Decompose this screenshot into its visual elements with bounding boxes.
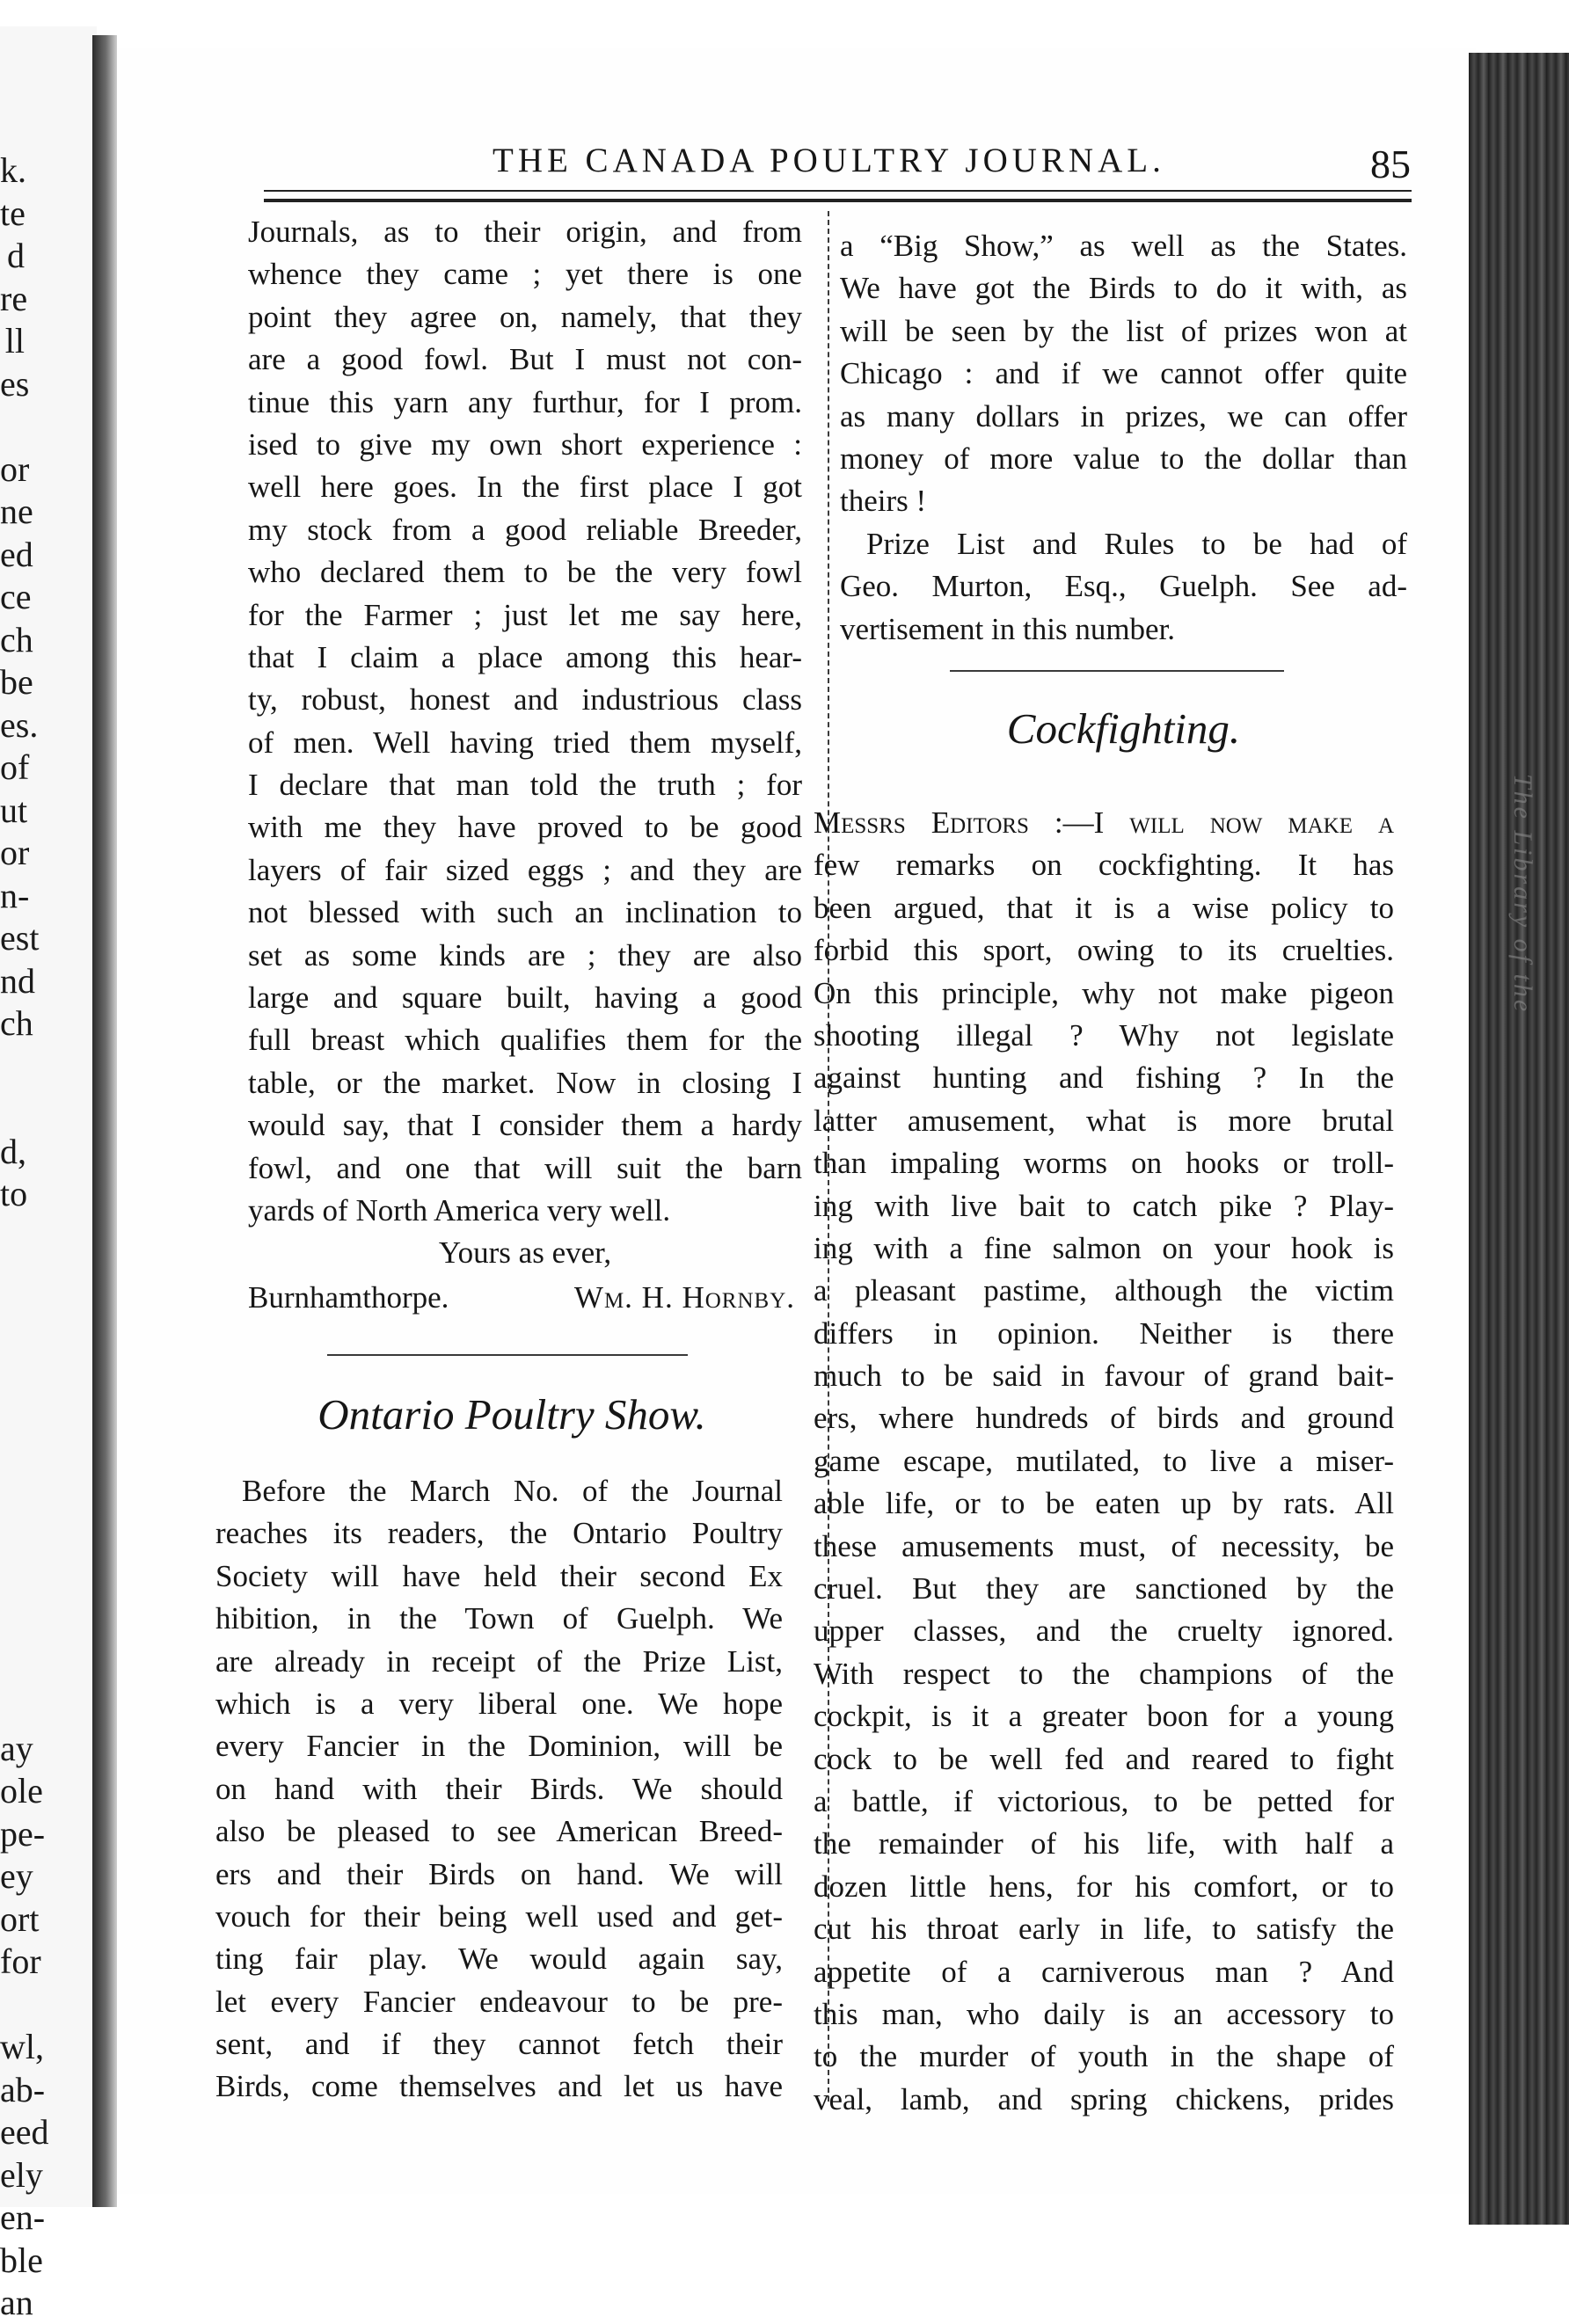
text-line: full breast which qualifies them for the <box>248 1023 802 1058</box>
text-line: yards of North America very well. <box>248 1192 671 1228</box>
text-line: well here goes. In the first place I got <box>248 470 802 505</box>
text-line: cockpit, is it a greater boon for a young <box>814 1699 1394 1734</box>
facing-page-text: ay <box>0 1728 33 1768</box>
text-line: On this principle, why not make pigeon <box>814 975 1394 1010</box>
facing-page-text: d, <box>0 1131 26 1171</box>
text-line: ised to give my own short experience : <box>248 426 802 462</box>
text-line: ers and their Birds on hand. We will <box>215 1856 783 1891</box>
text-line: hibition, in the Town of Guelph. We <box>215 1601 783 1636</box>
text-line: ty, robust, honest and industrious class <box>248 682 802 718</box>
text-line: not blessed with such an inclination to <box>248 895 802 930</box>
ontario-show-text <box>215 1470 783 2109</box>
text-line: a battle, if victorious, to be petted for <box>814 1783 1394 1818</box>
text-line: these amusements must, of necessity, be <box>814 1528 1394 1563</box>
text-line: a pleasant pastime, although the victim <box>814 1273 1394 1308</box>
signature-name: Wm. H. Hornby. <box>573 1279 795 1315</box>
text-line: on hand with their Birds. We should <box>215 1771 783 1806</box>
cockfighting-heading: Cockfighting. <box>1006 704 1241 753</box>
journal-title: THE CANADA POULTRY JOURNAL. <box>493 142 1165 179</box>
facing-page-text: ab- <box>0 2069 46 2109</box>
text-line: Birds, come themselves and let us have <box>215 2069 783 2104</box>
facing-page-text: eed <box>0 2112 49 2152</box>
text-line: which is a very liberal one. We hope <box>215 1686 783 1721</box>
text-line: cock to be well fed and reared to fight <box>814 1741 1394 1776</box>
text-line: theirs ! <box>840 484 927 519</box>
text-line: that I claim a place among this hear- <box>248 639 802 674</box>
text-line: as many dollars in prizes, we can offer <box>840 398 1407 433</box>
text-line: Chicago : and if we cannot offer quite <box>840 356 1407 391</box>
text-line: much to be said in favour of grand bait- <box>814 1359 1394 1394</box>
text-line: will be seen by the list of prizes won at <box>840 313 1407 348</box>
text-line: let every Fancier endeavour to be pre- <box>215 1984 783 2019</box>
cockfighting-text <box>814 802 1394 2121</box>
text-line: I declare that man told the truth ; for <box>248 768 802 803</box>
book-gutter <box>92 35 117 2207</box>
text-line: vertisement in this number. <box>840 611 1176 646</box>
text-line: large and square built, having a good <box>248 980 802 1016</box>
text-line: point they agree on, namely, that they <box>248 299 802 334</box>
text-line: vouch for their being well used and get- <box>215 1898 783 1934</box>
text-line: cut his throat early in life, to satisfy the <box>814 1912 1394 1947</box>
facing-page-text: ey <box>0 1856 33 1896</box>
text-line: are a good fowl. But I must not con- <box>248 342 802 377</box>
text-line: upper classes, and the cruelty ignored. <box>814 1614 1394 1649</box>
facing-page-text: re <box>0 278 28 318</box>
closing: Yours as ever, <box>438 1235 612 1271</box>
facing-page-text: for <box>0 1942 41 1981</box>
text-line: shooting illegal ? Why not legislate <box>814 1017 1394 1053</box>
facing-page-text: ed <box>0 534 33 574</box>
left-column <box>248 211 802 1319</box>
text-line: forbid this sport, owing to its cruelties. <box>814 933 1394 968</box>
facing-page-text: te <box>0 193 26 233</box>
text-line: sent, and if they cannot fetch their <box>215 2027 783 2062</box>
text-line: to the murder of youth in the shape of <box>814 2039 1394 2074</box>
text-line: would say, that I consider them a hardy <box>248 1108 802 1143</box>
facing-page-text: es <box>0 363 30 404</box>
facing-page-text: ut <box>0 790 28 830</box>
text-line: Geo. Murton, Esq., Guelph. See ad- <box>840 569 1407 604</box>
text-line: also be pleased to see American Breed- <box>215 1814 783 1849</box>
text-line: who declared them to be the very fowl <box>248 555 802 590</box>
facing-page-text: ne <box>0 492 33 531</box>
facing-page-text: an <box>0 2283 33 2322</box>
text-line: cruel. But they are sanctioned by the <box>814 1571 1394 1606</box>
text-line: few remarks on cockfighting. It has <box>814 848 1394 883</box>
facing-page-text: ll <box>4 321 25 361</box>
text-line: With respect to the champions of the <box>814 1656 1394 1691</box>
text-line: Messrs Editors :—I will now make a <box>814 805 1394 840</box>
facing-page-text: k. <box>0 150 26 190</box>
text-line: ing with live bait to catch pike ? Play- <box>814 1188 1394 1223</box>
text-line: Journals, as to their origin, and from <box>248 215 802 249</box>
text-line: a “Big Show,” as well as the States. <box>840 229 1407 263</box>
text-line: ers, where hundreds of birds and ground <box>814 1401 1394 1436</box>
signature-place: Burnhamthorpe. <box>248 1279 449 1315</box>
facing-page-text: ce <box>0 577 32 616</box>
text-line: for the Farmer ; just let me say here, <box>248 597 802 632</box>
header-rule-thick <box>264 199 1412 202</box>
facing-page-fragment <box>0 26 97 2322</box>
text-line: able life, or to be eaten up by rats. All <box>814 1486 1394 1521</box>
page-edge <box>1469 53 1569 2225</box>
signature <box>248 1277 802 1319</box>
text-line: against hunting and fishing ? In the <box>814 1060 1394 1096</box>
text-line: dozen little hens, for his comfort, or to <box>814 1869 1394 1904</box>
text-line: been argued, that it is a wise policy to <box>814 890 1394 925</box>
section-rule <box>327 1354 688 1356</box>
facing-page-text: n- <box>0 875 30 915</box>
facing-page-text: wl, <box>0 2027 44 2066</box>
facing-page-text: ch <box>0 619 33 659</box>
facing-page-text: en- <box>0 2197 46 2237</box>
text-line: game escape, mutilated, to live a miser- <box>814 1443 1394 1478</box>
text-line: whence they came ; yet there is one <box>248 257 802 292</box>
facing-page-text: or <box>0 833 30 872</box>
text-line: ing with a fine salmon on your hook is <box>814 1230 1394 1265</box>
facing-page-text: ch <box>0 1003 33 1043</box>
text-line: money of more value to the dollar than <box>840 441 1407 476</box>
text-line: my stock from a good reliable Breeder, <box>248 512 802 547</box>
facing-page-text: ble <box>0 2240 43 2280</box>
section-rule <box>950 670 1284 672</box>
text-line: set as some kinds are ; they are also <box>248 937 802 973</box>
text-line: latter amusement, what is more brutal <box>814 1103 1394 1138</box>
facing-page-text: es. <box>0 704 39 745</box>
facing-page-text: pe- <box>0 1813 46 1854</box>
facing-page-text: to <box>0 1174 28 1213</box>
facing-page-text: of <box>0 747 30 787</box>
text-line: this man, who daily is an accessory to <box>814 1996 1394 2031</box>
facing-page-text: be <box>0 662 33 702</box>
page-number: 85 <box>1370 142 1411 186</box>
facing-page-text: or <box>0 448 30 489</box>
text-line: tinue this yarn any furthur, for I prom. <box>248 384 802 419</box>
text-line: with me they have proved to be good <box>248 810 802 845</box>
spine-stamp: The Library of the <box>1508 774 1537 1015</box>
facing-page-text: est <box>0 918 40 958</box>
facing-page-text: ole <box>0 1771 43 1810</box>
header-rule <box>264 190 1412 192</box>
text-line: veal, lamb, and spring chickens, prides <box>814 2081 1394 2116</box>
text-line: reaches its readers, the Ontario Poultry <box>215 1516 783 1551</box>
text-line: We have got the Birds to do it with, as <box>840 271 1407 306</box>
text-line: Society will have held their second Ex <box>215 1558 783 1593</box>
text-line: of men. Well having tried them myself, <box>248 725 802 760</box>
text-line: fowl, and one that will suit the barn <box>248 1150 802 1185</box>
letter-text <box>248 211 802 1232</box>
right-column <box>840 225 1407 651</box>
facing-page-text: ely <box>0 2154 43 2195</box>
text-line: the remainder of his life, with half a <box>814 1826 1394 1861</box>
text-line: ting fair play. We would again say, <box>215 1942 783 1977</box>
text-line: Before the March No. of the Journal <box>242 1474 783 1508</box>
facing-page-text: d <box>7 236 25 275</box>
text-line: table, or the market. Now in closing I <box>248 1065 802 1100</box>
text-line: every Fancier in the Dominion, will be <box>215 1729 783 1764</box>
text-line: appetite of a carniverous man ? And <box>814 1954 1394 1989</box>
text-line: differs in opinion. Neither is there <box>814 1315 1394 1351</box>
text-line: than impaling worms on hooks or troll- <box>814 1146 1394 1181</box>
facing-page-text: nd <box>0 960 35 1001</box>
text-line: are already in receipt of the Prize List, <box>215 1643 783 1679</box>
ontario-show-heading: Ontario Poultry Show. <box>317 1390 706 1439</box>
text-line: Prize List and Rules to be had of <box>866 526 1407 561</box>
text-line: layers of fair sized eggs ; and they are <box>248 852 802 887</box>
facing-page-text: ort <box>0 1898 40 1939</box>
ontario-show-continued <box>840 225 1407 651</box>
